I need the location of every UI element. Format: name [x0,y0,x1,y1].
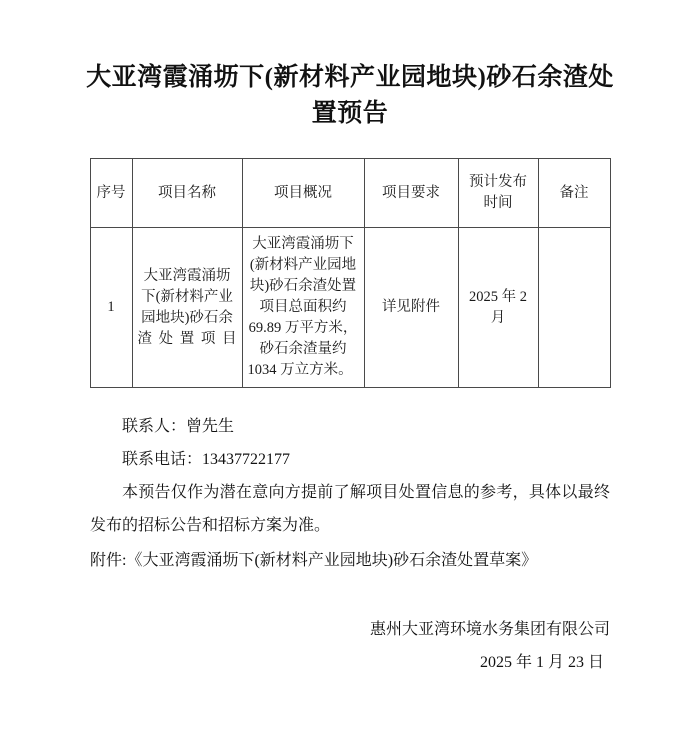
page-title: 大亚湾霞涌坜下(新材料产业园地块)砂石余渣处置预告 [86,64,614,127]
cell-no: 1 [90,228,132,388]
attachment-line: 附件:《大亚湾霞涌坜下(新材料产业园地块)砂石余渣处置草案》 [90,552,538,569]
contact-person: 联系人：曾先生 [122,418,235,435]
contact-phone: 联系电话：13437722177 [122,451,291,468]
table-header-row [90,159,610,228]
column-header-name: 项目名称 [132,159,242,228]
signature-block [90,613,610,679]
column-header-note: 备注 [538,159,610,228]
cell-project-overview: 大亚湾霞涌坜下(新材料产业园地块)砂石余渣处置项目总面积约 69.89 万平方米，砂石余渣量约 1034 万立方米。 [242,228,364,388]
body-text [90,410,610,577]
column-header-release-time: 预计发布时间 [458,159,538,228]
table-row [90,228,610,388]
column-header-overview: 项目概况 [242,159,364,228]
issuer-name: 惠州大亚湾环境水务集团有限公司 [369,621,610,638]
cell-release-time: 2025 年 2 月 [458,228,538,388]
project-table [90,158,611,388]
issue-date: 2025 年 1 月 23 日 [479,654,604,671]
cell-project-name: 大亚湾霞涌坜下(新材料产业园地块)砂石余渣处置项目 [132,228,242,388]
column-header-no: 序号 [90,159,132,228]
notice-paragraph: 本预告仅作为潜在意向方提前了解项目处置信息的参考，具体以最终发布的招标公告和招标方案为准。 [90,484,610,534]
column-header-requirement: 项目要求 [364,159,458,228]
cell-note [538,228,610,388]
cell-project-requirement: 详见附件 [364,228,458,388]
